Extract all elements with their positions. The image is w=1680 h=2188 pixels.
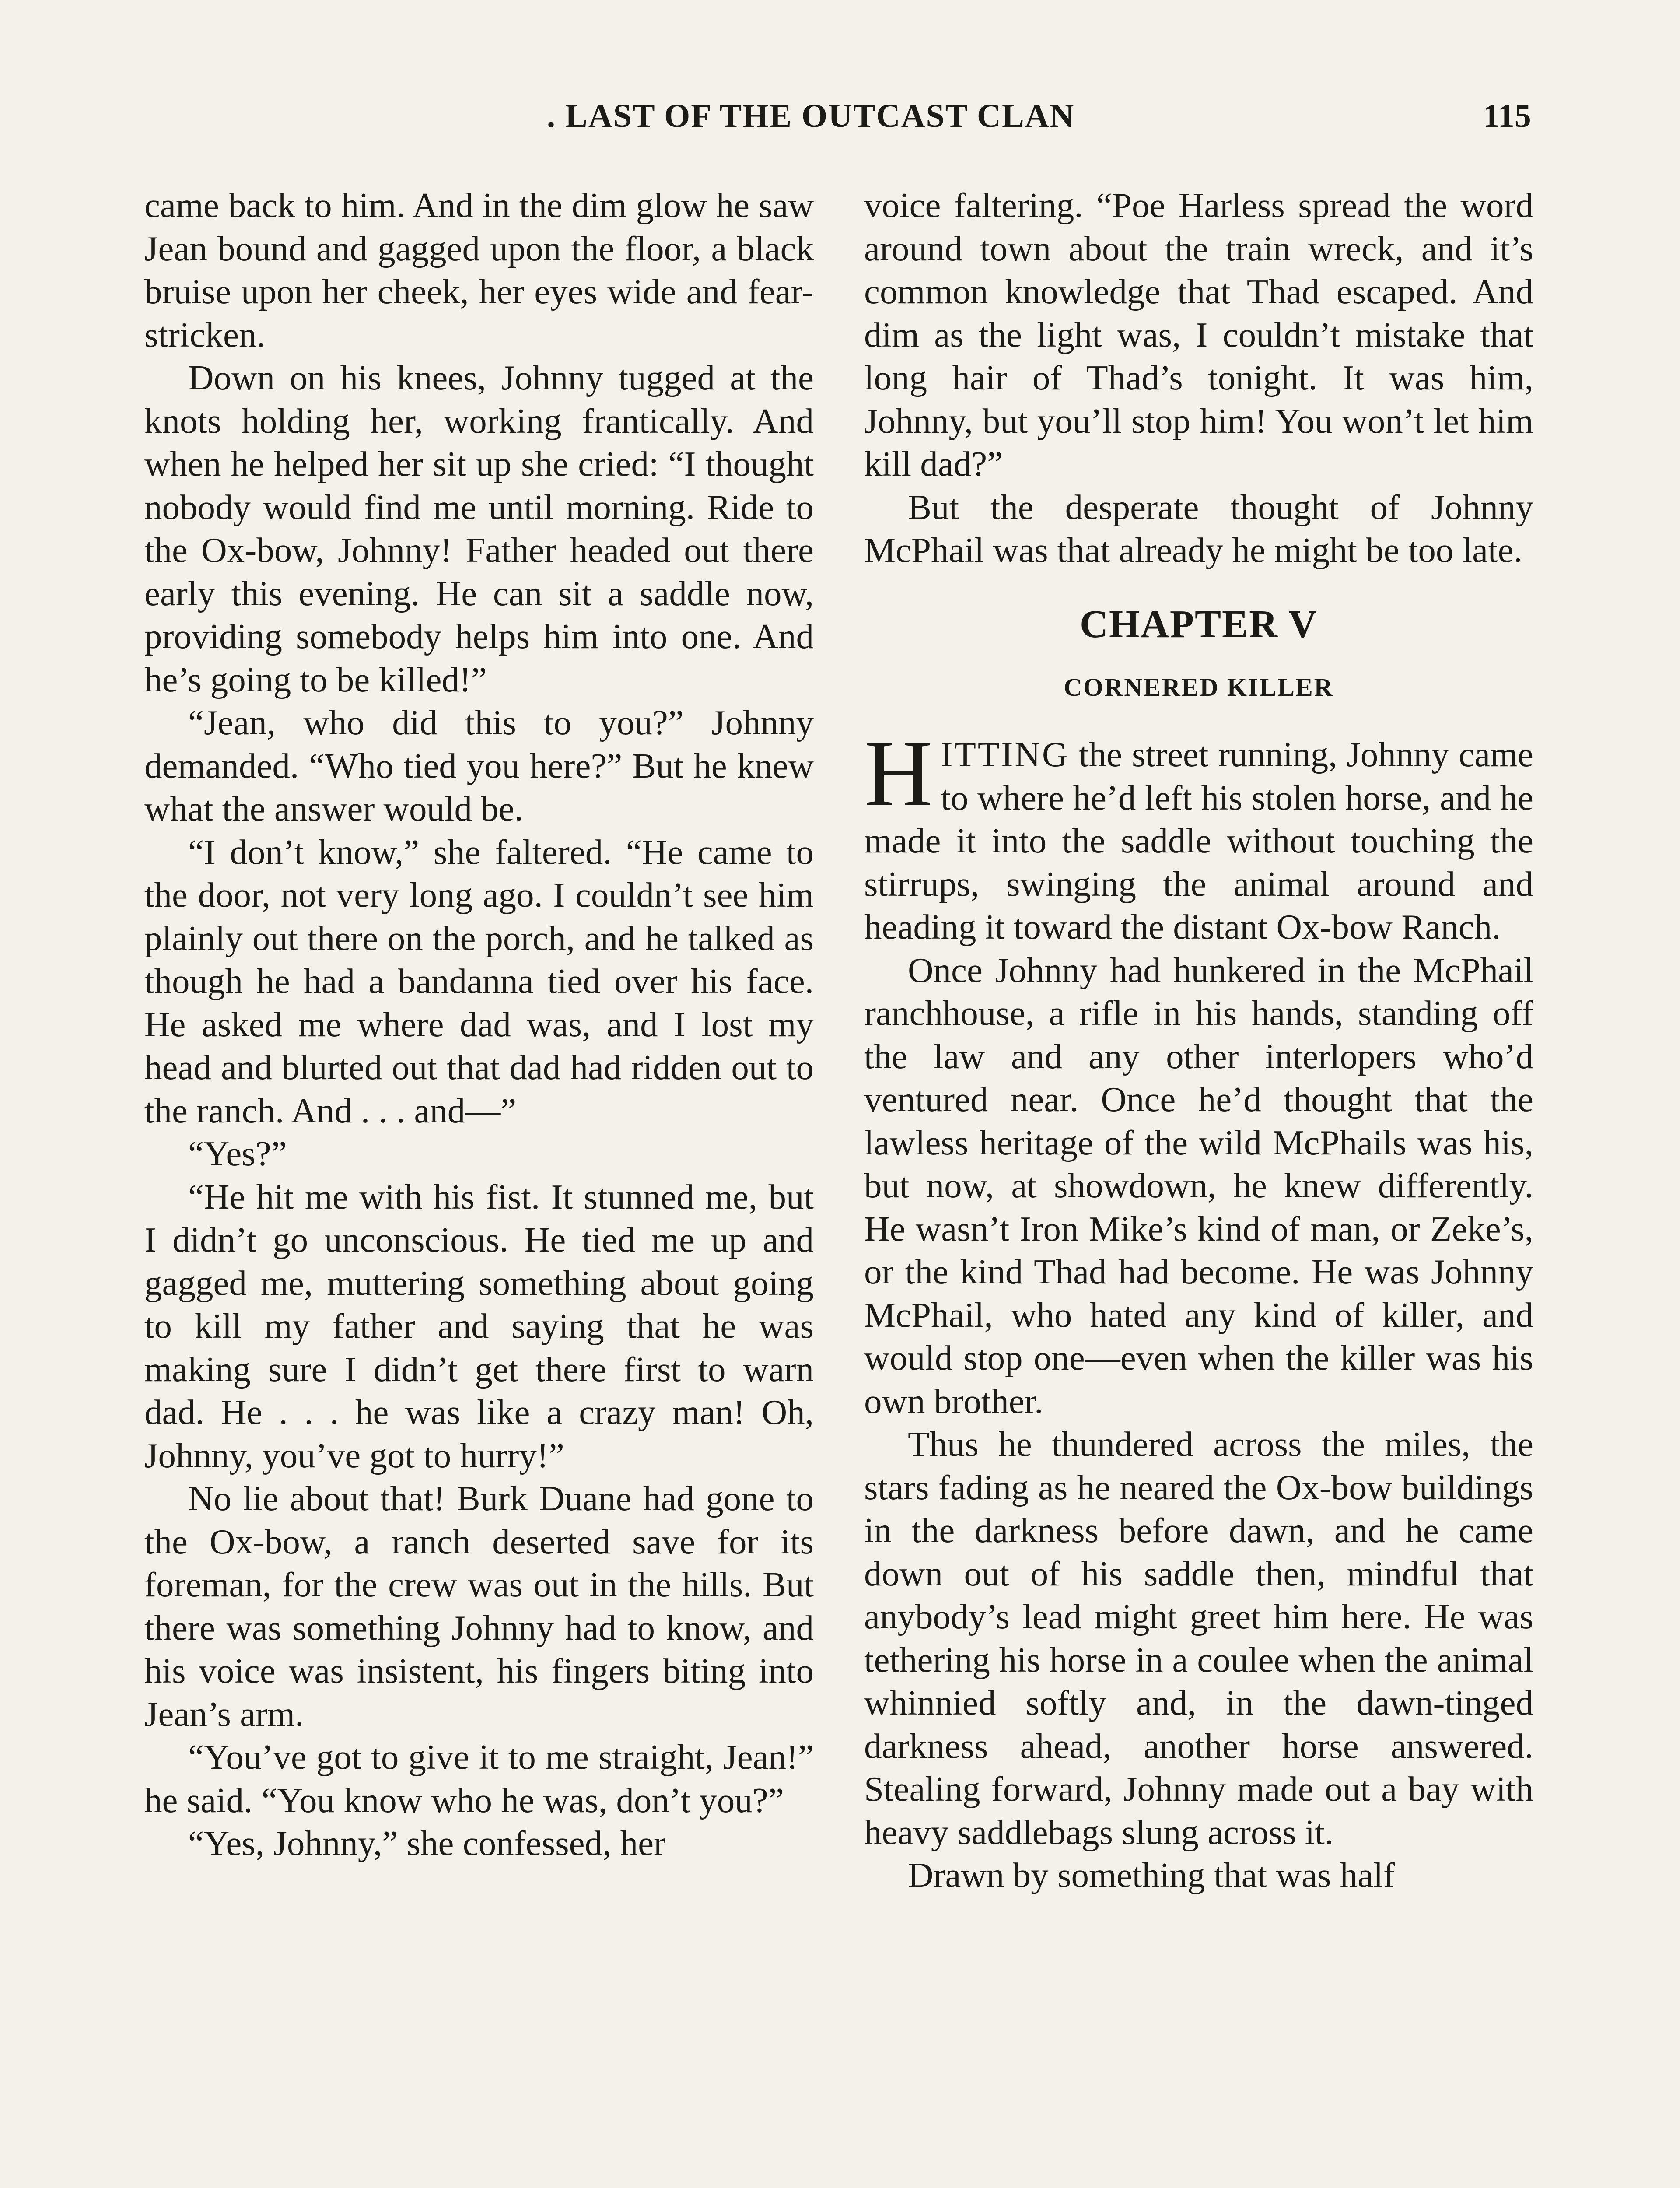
paragraph: Thus he thundered across the miles, the stars fading as he neared the Ox-bow buildings in the darkness before dawn, and he came down out of his saddle then, mindful that anybody’s lead might greet him here. He was tethering his horse in a coulee when the animal whinnied softly and, in the dawn-tinged darkness ahead, another horse answered. Stealing forward, Johnny made out a bay with heavy saddlebags slung across it. [864, 1424, 1533, 1852]
paragraph: “Yes?” [188, 1134, 287, 1173]
running-title: . LAST OF THE OUTCAST CLAN [547, 98, 1075, 134]
paragraph: “I don’t know,” she faltered. “He came to the door, not very long ago. I couldn’t see him plainly out there on the porch, and he talked as though he had a bandanna tied over his face. He asked me where dad was, and I lost my head and blurted out that dad had ridden out to the ranch. And . . . and—” [144, 832, 814, 1130]
chapter-opening-paragraph [864, 721, 1533, 949]
paragraph: But the desperate thought of Johnny McPhail was that already he might be too late. [864, 487, 1533, 570]
paragraph: “Yes, Johnny,” she confessed, her [188, 1823, 666, 1863]
paragraph: came back to him. And in the dim glow he saw Jean bound and gagged upon the floor, a black bruise upon her cheek, her eyes wide and fear-stricken. [144, 186, 814, 354]
opening-smallcaps: ITTING [941, 735, 1070, 774]
chapter-title: CHAPTER V [1080, 602, 1318, 646]
left-column [144, 184, 814, 1865]
drop-cap: H [864, 721, 933, 826]
chapter-subtitle: CORNERED KILLER [1064, 673, 1334, 701]
page-number: 115 [1483, 98, 1531, 134]
opening-text: the street running, Johnny came to where he’d left his stolen horse, and he made it into the saddle without touching the stirrups, swinging the animal around and heading it toward the distant Ox-bow Ranch. [864, 735, 1533, 947]
paragraph: Drawn by something that was half [908, 1855, 1395, 1895]
paragraph: “He hit me with his fist. It stunned me, but I didn’t go unconscious. He tied me up and gagged me, muttering something about going to kill my father and saying that he was making sure I didn’t get there first to warn dad. He . . . he was like a crazy man! Oh, Johnny, you’ve got to hurry!” [144, 1177, 814, 1475]
paragraph: “Jean, who did this to you?” Johnny demanded. “Who tied you here?” But he knew what the answer would be. [144, 703, 814, 828]
paragraph: No lie about that! Burk Duane had gone to the Ox-bow, a ranch deserted save for its foreman, for the crew was out in the hills. But there was something Johnny had to know, and his voice was insistent, his fingers biting into Jean’s arm. [144, 1479, 814, 1734]
paragraph: Once Johnny had hunkered in the McPhail ranchhouse, a rifle in his hands, standing off the law and any other interlopers who’d ventured near. Once he’d thought that the lawless heritage of the wild McPhails was his, but now, at showdown, he knew differently. He wasn’t Iron Mike’s kind of man, or Zeke’s, or the kind Thad had become. He was Johnny McPhail, who hated any kind of killer, and would stop one—even when the killer was his own brother. [864, 950, 1533, 1421]
right-column [864, 184, 1533, 1897]
page-header [0, 97, 1680, 145]
paragraph: voice faltering. “Poe Harless spread the word around town about the train wreck, and it’s common knowledge that Thad escaped. And dim as the light was, I couldn’t mistake that long hair of Thad’s tonight. It was him, Johnny, but you’ll stop him! You won’t let him kill dad?” [864, 186, 1533, 484]
paragraph: Down on his knees, Johnny tugged at the knots holding her, working frantically. And when he helped her sit up she cried: “I thought nobody would find me until morning. Ride to the Ox-bow, Johnny! Father headed out there early this evening. He can sit a saddle now, providing somebody helps him into one. And he’s going to be killed!” [144, 358, 814, 699]
paragraph: “You’ve got to give it to me straight, Jean!” he said. “You know who he was, don’t you?” [144, 1737, 814, 1820]
